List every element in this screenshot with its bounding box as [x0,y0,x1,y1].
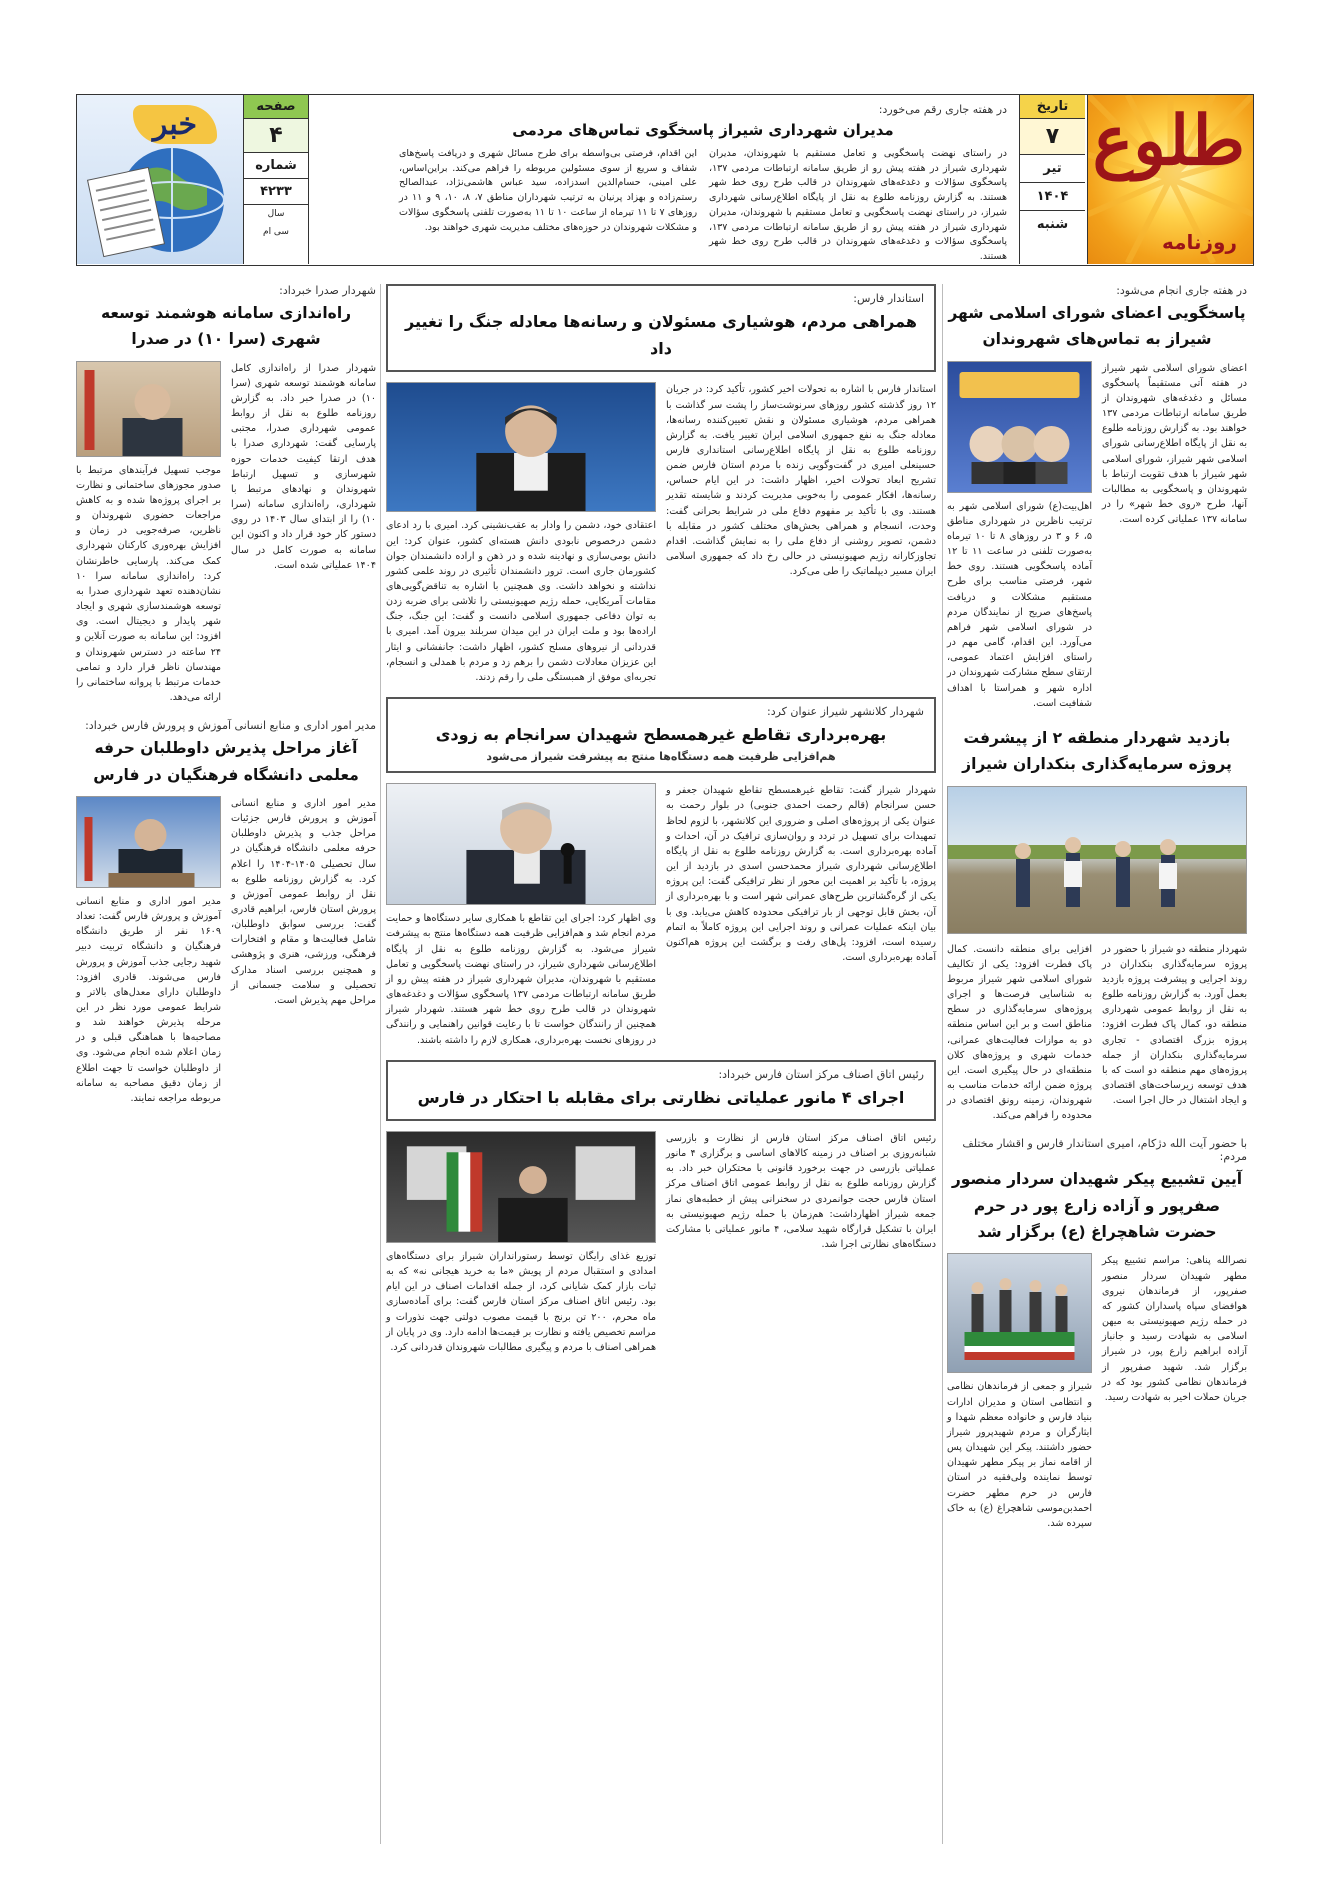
construction-visit-photo [947,786,1247,934]
article-subtitle: هم‌افزایی ظرفیت همه دستگاه‌ها منتج به پیشرفت شیراز می‌شود [486,750,836,764]
article-body: شهردار صدرا از راه‌اندازی کامل سامانه هوشمند توسعه شهری (سرا ۱۰) در صدرا خبر داد. به گزارش روزنامه طلوع به نقل از روابط عمومی شهرداری صدرا، مجتبی پارسایی گفت: شهرداری صدرا با هدف ارتقا کیفیت خدمات حوزه شهرسازی و تسهیل ارتباط شهروندان و نهادهای مرتبط با شهرداری، راه‌اندازی سامانه (سرا ۱۰) را از ابتدای سال ۱۴۰۳ در روی دستور کار خود قرار داد و اکنون این سامانه به صورت کامل در سال ۱۴۰۴ عملیاتی شده است. [231,362,376,571]
mayor-speaking-icon [387,784,655,905]
article-guild-maneuver[interactable] [386,1060,936,1355]
mayor-portrait-photo [386,783,656,905]
podium-speech-icon [387,1132,655,1243]
education-official-photo [76,796,221,888]
ceremony-icon [948,1254,1091,1373]
speaker-portrait-icon [387,383,655,512]
council-poster-image [947,361,1092,493]
date-year: ۱۴۰۴ [1020,183,1085,211]
article-body: موجب تسهیل فرآیندهای مرتبط با صدور مجوزهای ساختمانی و نظارت بر اجرای پروژه‌ها شده و به کاهش مراجعات حضوری شهروندان و ناظرین، صرفه‌جویی در زمان و افزایش بهره‌وری کارکنان شهرداری کمک می‌کند. پارسایی خاطرنشان کرد: راه‌اندازی سامانه سرا ۱۰ نشان‌دهنده تعهد شهرداری صدرا به توسعه هوشمندسازی شهری و ایجاد شهر پایدار و دیجیتال است. وی افزود: این سامانه به صورت آنلاین و ۲۴ ساعته در دسترس شهروندان و مهندسان ناظر قرار دارد و تمامی خدمات مرتبط با پروانه ساختمانی را ارائه می‌دهد. [76,464,221,704]
logo-title: طلوع [1092,101,1245,181]
lead-headline: مدیران شهرداری شیراز پاسخگوی تماس‌های مردمی [512,121,894,139]
article-kicker: شهردار کلانشهر شیراز عنوان کرد: [766,705,924,719]
article-body: مدیر امور اداری و منابع انسانی آموزش و پرورش فارس جزئیات مراحل جذب و پذیرش داوطلبان حرفه معلمی دانشگاه فرهنگیان در سال تحصیلی ۱۴۰۵-۱۴۰۴ را اعلام کرد. به گزارش روزنامه طلوع به نقل از روابط عمومی آموزش و پرورش استان فارس، ابراهیم قادری گفت: بررسی سوابق داوطلبان، شامل فعالیت‌ها و مقام و افتخارات فرهنگی، ورزشی، هنری و پژوهشی و همچنین بررسی اسناد مدارک تحصیلی و سلامت جسمانی از مراحل مهم پذیرش است. [231,797,377,1006]
article-body: اعتقادی خود، دشمن را وادار به عقب‌نشینی کرد. امیری با رد ادعای دشمن درخصوص نابودی دانش هسته‌ای کشور، عنوان کرد: این دانش بومی‌سازی و نهادینه شده و در ذهن و اراده دانشمندان جوان کشورمان جاری است. ترور دانشمندان تأثیری در روند علمی کشور نداشته و نخواهد داشت. وی همچنین با اشاره به تناقض‌گویی‌های مقامات آمریکایی، حمله رژیم صهیونیستی را تلاشی برای ضربه زدن به توان دفاعی جمهوری اسلامی دانست و گفت: این جنگ، جنگ اراده‌ها بود و ملت ایران در این میدان سربلند بیرون آمد. امیری با قدردانی از نیروهای مسلح کشور، اظهار داشت: جانفشانی و ایثار این عزیزان معادلات دشمن را برهم زد و مردم با همدلی و انسجام، تجربه‌ای موفق از همبستگی ملی را رقم زدند. [386,520,656,683]
article-body: شیراز و جمعی از فرماندهان نظامی و انتظامی استان و مدیران ادارات بنیاد فارس و خانواده معظم شهدا و ایثارگران و مردم شهیدپرور شیراز حضور داشتند. پیکر این شهیدان پس از اقامه نماز بر پیکر مطهر شهیدان توسط نماینده ولی‌فقیه در استان فارس در حرم مطهر حضرت احمدبن‌موسی شاهچراغ (ع) به خاک سپرده شد. [947,1381,1092,1529]
article-title: راه‌اندازی سامانه هوشمند توسعه شهری (سرا ۱۰) در صدرا [100,304,352,349]
article-intersection[interactable] [386,697,936,1048]
article-body: افزایی برای منطقه دانست. کمال پاک فطرت افزود: یکی از تکالیف شورای اسلامی شهر شیراز مربوط به شناسایی فرصت‌ها و اجرای پروژه‌های سرمایه‌گذاری در سطح مناطق است و بر این اساس منطقه دو به موازات فعالیت‌های عمرانی، خدمات شهری و پروژه‌های کلان منطقه‌ای در حال پیگیری است. این پروژه ضمن ارائه خدمات مناسب به شهروندان، زمینه رونق اقتصادی در محدوده را فراهم می‌کند. [947,943,1092,1122]
sadra-mayor-photo [76,361,221,457]
lead-kicker: در هفته جاری رقم می‌خورد: [878,103,1007,116]
lead-body-1: در راستای نهضت پاسخگویی و تعامل مستقیم با شهروندان، مدیران شهرداری شیراز در هفته پیش رو از طریق سامانه ارتباطات مردمی ۱۳۷، پاسخگوی سؤالات و دغدغه‌های شهروندان در قالب طرح روی خط شهر هستند. به گزارش روزنامه طلوع به نقل از پایگاه اطلاع‌رسانی شهرداری شیراز، در راستای نهضت پاسخگویی و تعامل مستقیم با شهروندان، مدیران شهرداری شیراز در هفته پیش رو از طریق سامانه ارتباطات مردمی ۱۳۷، پاسخگوی سؤالات و دغدغه‌های شهروندان در قالب طرح روی خط شهر هستند. [709,148,1007,263]
masthead-lead-article[interactable] [389,95,1017,264]
date-month: تیر [1020,155,1085,183]
article-body: اهل‌بیت(ع) شورای اسلامی شهر به ترتیب ناظرین در شهرداری مناطق ۵، ۶ و ۳ در روزهای ۸ تا ۱۰ تیرماه به‌صورت تلفنی در ساعت ۱۱ تا ۱۲ آماده پاسخگویی هستند. روی خط شهر، فرصتی مناسب برای طرح مستقیم مشکلات و دریافت پاسخ‌های صریح از نمایندگان مردم در شورای اسلامی شهر فراهم می‌آورد. این اقدام، گامی مهم در راستای افزایش اعتماد عمومی، ارتقای سطح مشارکت شهروندان در اداره شهر و همراستا با اهداف شفافیت است. [947,500,1092,709]
article-body: توزیع غذای رایگان توسط رستورانداران شیراز برای دستگاه‌های امدادی و استقبال مردم از پویش «ما به خرید هیجانی نه» که به ثبات بازار کمک شایانی کرد، از جمله اقدامات اصناف در این ایام بود. رئیس اتاق اصناف مرکز استان فارس گفت: برای آماده‌سازی ماه محرم، ۲۰۰ تن برنج با قیمت مصوب دولتی جهت نذورات و مراسم تخصیص یافته و نظارت بر قیمت‌ها ادامه دارد. وی در پایان از همراهی اصناف با مردم و پیگیری مطالبات شهروندان قدردانی کرد. [386,1250,656,1353]
article-title: پاسخگویی اعضای شورای اسلامی شهر شیراز به تماس‌های شهروندان [948,304,1246,349]
article-title: بازدید شهردار منطقه ۲ از پیشرفت پروژه سرمایه‌گذاری بنکداران شیراز [962,728,1232,774]
news-word: خبر [133,105,217,144]
article-district2-visit[interactable] [947,725,1247,1124]
newspaper-logo [1087,95,1253,264]
article-kicker: با حضور آیت الله دژکام، امیری استاندار فارس و اقشار مختلف مردم: [962,1137,1247,1164]
article-kicker: در هفته جاری انجام می‌شود: [1116,284,1247,297]
official-portrait-icon [77,362,220,457]
date-label: تاریخ [1020,95,1085,119]
article-body: شهردار منطقه دو شیراز با حضور در پروژه سرمایه‌گذاری بنکداران در روند اجرایی و پیشرفت پروژه بازدید بعمل آورد. به گزارش روزنامه طلوع به نقل از روابط عمومی شهرداری منطقه دو، کمال پاک فطرت افزود: پروژه بزرگ اقتصادی - تجاری سرمایه‌گذاری بنکداران از جمله پروژه‌های مهم منطقه دو است که با هدف توسعه زیرساخت‌های اقتصادی و ایجاد اشتغال در حال اجرا است. [1102,943,1247,1107]
logo-subtitle: روزنامه [1162,230,1237,254]
article-teacher-admission[interactable] [76,719,376,1106]
date-box [1019,95,1085,264]
page-info-box [243,95,309,264]
article-sadra-system[interactable] [76,284,376,705]
article-body: مدیر امور اداری و منابع انسانی آموزش و پرورش فارس گفت: تعداد ۱۶۰۹ نفر از طریق دانشگاه فرهنگیان و دانشگاه تربیت دبیر شهید رجایی جذب آموزش و پرورش فارس می‌شوند. قادری افزود: داوطلبان دارای معدل‌های بالاتر و شرایط عمومی مورد نظر در این مرحله پذیرش خواهند شد و مصاحبه‌ها با هماهنگی قبلی و در زمان اعلام شده انجام می‌شود. وی از داوطلبان خواست تا جهت اطلاع از زمان دقیق مصاحبه به سامانه مربوطه مراجعه نمایند. [76,895,221,1104]
article-body: وی اظهار کرد: اجرای این تقاطع با همکاری سایر دستگاه‌ها و حمایت مردم انجام شد و هم‌افزایی ظرفیت همه دستگاه‌ها منتج به پیشرفت شیراز می‌شود. به گزارش روزنامه طلوع به نقل از پایگاه اطلاع‌رسانی شهرداری شیراز، در راستای نهضت پاسخگویی و تعامل مستقیم با شهروندان، مدیران شهرداری شیراز در هفته پیش رو از طریق سامانه ارتباطات مردمی ۱۳۷ پاسخگوی سؤالات و دغدغه‌های شهروندان در قالب طرح روی خط شهر هستند. شهردار شیراز همچنین از رانندگان خواست تا با رعایت قوانین راهنمایی و رانندگی در روزهای نخست بهره‌برداری، همکاری لازم را داشته باشند. [386,913,657,1046]
people-walking-icon [947,787,1246,934]
article-martyrs-funeral[interactable] [947,1137,1247,1531]
page-number: ۴ [244,119,308,153]
left-column [76,284,376,1106]
issue-number: ۴۲۳۳ [244,179,308,205]
article-title: بهره‌برداری تقاطع غیرهمسطح شهیدان سرانجام به زودی [435,725,887,745]
lead-body-2: این اقدام، فرصتی بی‌واسطه برای طرح مسائل شهری و دریافت پاسخ‌های شفاف و سریع از سوی مسئولین مربوطه را فراهم می‌کند. براین‌اساس، علی امینی، حسام‌الدین اسدزاده، سید عباس هاشمی‌نژاد، عبدالصالح رستم‌زاده و بهزاد پرنیان به ترتیب شهرداران مناطق ۷، ۸، ۱۰، ۹ و ۱۱ در روزهای ۷ تا ۱۱ تیرماه از ساعت ۱۰ تا ۱۱ به‌صورت تلفنی پاسخگوی سؤالات و مشکلات شهروندان در حوزه‌های مختلف مدیریت شهری خواهند بود. [399,148,698,233]
article-body: رئیس اتاق اصناف مرکز استان فارس از نظارت و بازرسی شبانه‌روزی بر اصناف در زمینه کالاهای اساسی و برگزاری ۴ مانور عملیاتی بازرسی در جهت برخورد قانونی با محتکران خبر داد. به گزارش روزنامه طلوع به نقل از روابط عمومی اتاق اصناف مرکز استان فارس حجت جوانمردی در سخنرانی پیش از خطبه‌های نماز جمعه شیراز اظهارداشت: هم‌زمان با حمله رژیم صهیونیستی به ایران با تشکیل قرارگاه شهید سلامی، ۴ مانور عملیاتی با مشارکت دستگاه‌های نظارتی اجرا شد. [666,1132,936,1250]
date-weekday: شنبه [1036,217,1069,232]
article-body: استاندار فارس با اشاره به تحولات اخیر کشور، تأکید کرد: در جریان ۱۲ روز گذشته کشور روزهای سرنوشت‌ساز را پشت سر گذاشت با همراهی مردم، هوشیاری مسئولان و نقش تعیین‌کننده رسانه‌ها، معادله جنگ به نفع جمهوری اسلامی ایران تغییر یافت. به گزارش روزنامه طلوع به نقل از پایگاه اطلاع‌رسانی استانداری فارس حسینعلی امیری در گفت‌وگویی زنده با مردم استان فارس ضمن تشریح ابعاد تحولات اخیر، اظهار داشت: در این ایام حساس، رسانه‌ها، افکار عمومی را به‌خوبی مدیریت کردند و شایسته تقدیر هستند. وی با تأکید بر مفهوم دفاع ملی در شرایط بحرانی گفت: وحدت، انسجام و همراهی بخش‌های مختلف کشور در مقابله با دشمن، تصویر روشنی از دفاع ملی را به نمایش گذاشت. اقدام تجاوزکارانه رژیم صهیونیستی در حالی رخ داد که جمهوری اسلامی ایران مسیر دیپلماتیک را طی می‌کرد. [666,384,936,578]
article-kicker: رئیس اتاق اصناف مرکز استان فارس خبرداد: [718,1067,924,1081]
article-body: شهردار شیراز گفت: تقاطع غیرهمسطح تقاطع شهیدان جعفر و حسن سرانجام (قالم رحمت احمدی جنوبی) در بلوار رحمت به عنوان یکی از پروژه‌های اصلی و ضروری این کلانشهر، با لزوم لحاظ تمهیدات برای تسهیل در تردد و روان‌سازی ترافیک در آن، احداث و آماده بهره‌برداری است. به گزارش روزنامه طلوع به نقل از پایگاه اطلاع‌رسانی شهرداری شیراز محمدحسن اسدی در بازدید از این پروژه، با تأکید بر اهمیت این محور از نظر ترافیکی گفت: این پروژه یکی از گره‌گشاترین طرح‌های عمرانی شهر است و با بهره‌برداری از آن، بخش قابل توجهی از بار ترافیکی محدوده کاهش می‌یابد. وی با بیان اینکه عملیات عمرانی و روند اجرایی این پروژه کاملاً به اتمام رسیده است، افزود: پل‌های رفت و برگشت این پروژه هم‌اکنون آماده بهره‌برداری است. [666,785,936,963]
article-body: اعضای شورای اسلامی شهر شیراز در هفته آتی مستقیماً پاسخگوی مسائل و دغدغه‌های شهروندان از طریق سامانه ارتباطات مردمی ۱۳۷ خواهند بود. به گزارش روزنامه طلوع به نقل از پایگاه اطلاع‌رسانی شورای اسلامی شهر شیراز، شورای اسلامی شهر شیراز با هدف تقویت ارتباط با شهروندان و پاسخگویی به مطالبات آنها، طرح «روی خط شهر» را در سامانه ۱۳۷ عملیاتی کرده است. [1102,362,1247,526]
volume-value: سی ام [263,227,289,237]
guild-chief-speech-photo [386,1131,656,1243]
middle-column [386,284,936,1355]
column-divider [380,284,381,1844]
article-kicker: مدیر امور اداری و منابع انسانی آموزش و پرورش فارس خبرداد: [85,719,376,733]
article-title: اجرای ۴ مانور عملیاتی نظارتی برای مقابله با احتکار در فارس [417,1087,905,1107]
article-body: نصرالله پناهی: مراسم تشییع پیکر مطهر شهیدان سردار منصور صفرپور، از فرماندهان نیروی هوافضای سپاه پاسداران کشور که در حمله رژیم صهیونیستی به میهن اسلامی به شهادت رسید و جانباز آزاده ابراهیم زارع پور، در شیراز برگزار شد. شهید صفرپور از فرماندهان نظامی کشور بود که در جریان حملات اخیر به شهادت رسید. [1102,1255,1247,1403]
article-title: همراهی مردم، هوشیاری مسئولان و رسانه‌ها معادله جنگ را تغییر داد [405,312,917,359]
article-council-calls[interactable] [947,284,1247,711]
right-column [947,284,1247,1531]
headline-box [386,1060,936,1121]
funeral-ceremony-photo [947,1253,1092,1373]
headline-box [386,697,936,773]
article-kicker: شهردار صدرا خبرداد: [279,284,376,297]
article-title: آغاز مراحل پذیرش داوطلبان حرفه معلمی دانشگاه فرهنگیان در فارس [93,739,359,784]
headline-box [386,284,936,372]
poster-portraits-icon [948,362,1091,493]
article-kicker: استاندار فارس: [853,292,924,305]
news-section-badge [77,95,243,264]
date-day: ۷ [1020,119,1085,155]
official-desk-icon [77,797,220,888]
article-title: آیین تشییع پیکر شهیدان سردار منصور صفرپور و آزاده زارع پور در حرم حضرت شاهچراغ (ع) برگزار شد [951,1170,1243,1242]
governor-portrait-photo [386,382,656,512]
page-label: صفحه [244,95,308,119]
volume-label: سال [267,209,285,219]
column-divider [942,284,943,1844]
issue-label: شماره [244,153,308,179]
article-governor-war[interactable] [386,284,936,685]
masthead [76,94,1254,266]
